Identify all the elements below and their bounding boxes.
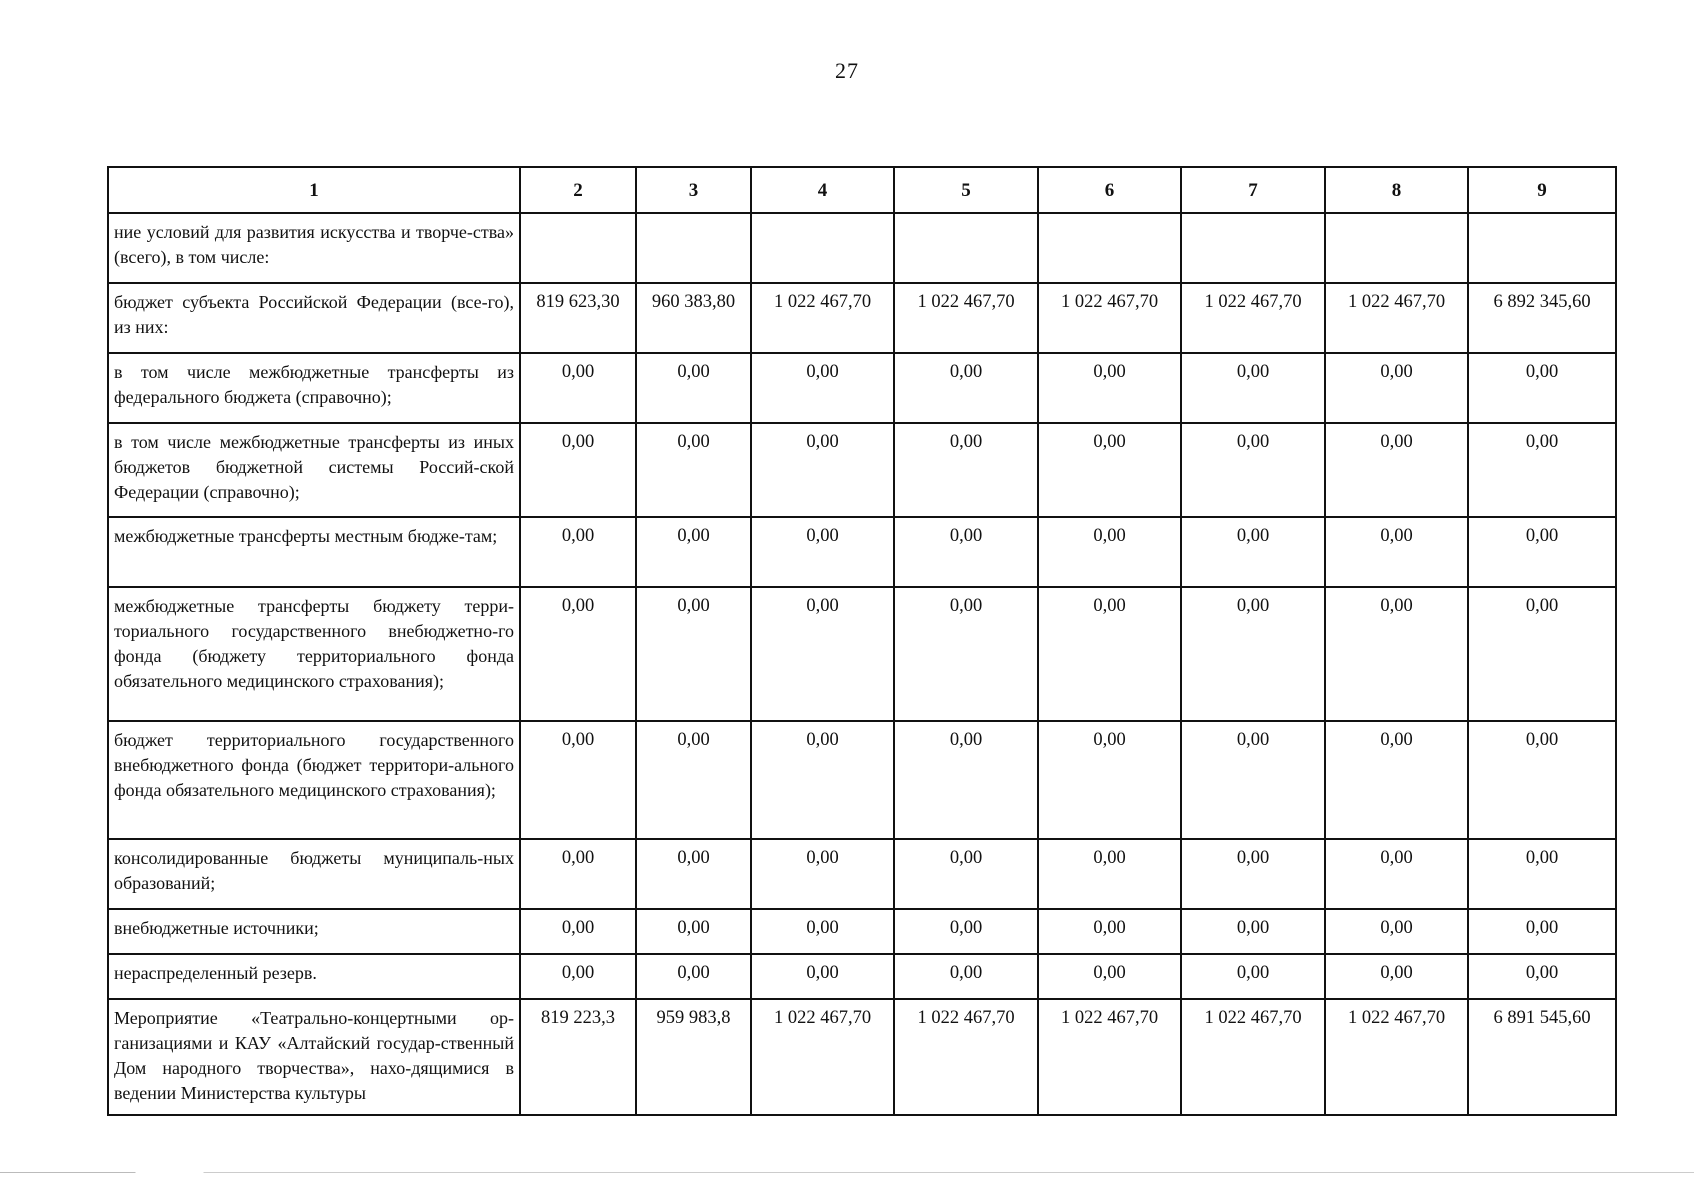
table-row (108, 909, 1616, 954)
row-label: бюджет субъекта Российской Федерации (все-го), из них: (108, 283, 520, 353)
row-value: 819 223,3 (520, 999, 636, 1115)
row-value: 959 983,8 (636, 999, 751, 1115)
row-value: 1 022 467,70 (894, 283, 1038, 353)
column-header-5: 5 (894, 167, 1038, 213)
row-value: 0,00 (751, 423, 894, 517)
row-value (1181, 213, 1325, 283)
row-label: межбюджетные трансферты бюджету терри-ториального государственного внебюджетно-го фонда (бюджету территориального фонда обязательного медицинского страхования); (108, 587, 520, 721)
row-label: межбюджетные трансферты местным бюдже-там; (108, 517, 520, 587)
row-value: 0,00 (1181, 353, 1325, 423)
scan-edge-line (0, 1172, 1694, 1173)
column-header-6: 6 (1038, 167, 1181, 213)
row-value: 0,00 (894, 721, 1038, 839)
row-value: 0,00 (1468, 353, 1616, 423)
row-value: 0,00 (1325, 839, 1468, 909)
row-value: 1 022 467,70 (1038, 283, 1181, 353)
row-value: 0,00 (520, 839, 636, 909)
table-row (108, 839, 1616, 909)
row-value: 6 891 545,60 (1468, 999, 1616, 1115)
row-value: 0,00 (1038, 517, 1181, 587)
row-value (1468, 213, 1616, 283)
row-label: консолидированные бюджеты муниципаль-ных образований; (108, 839, 520, 909)
row-value: 0,00 (1468, 423, 1616, 517)
row-value: 0,00 (1038, 909, 1181, 954)
row-value: 0,00 (1181, 721, 1325, 839)
row-value: 0,00 (1325, 721, 1468, 839)
row-label: ние условий для развития искусства и творче-ства» (всего), в том числе: (108, 213, 520, 283)
row-label: бюджет территориального государственного внебюджетного фонда (бюджет территори-ального фонда обязательного медицинского страхования); (108, 721, 520, 839)
row-value: 0,00 (1325, 517, 1468, 587)
row-value: 0,00 (1468, 909, 1616, 954)
row-value: 0,00 (1038, 353, 1181, 423)
row-label: внебюджетные источники; (108, 909, 520, 954)
row-value: 0,00 (751, 353, 894, 423)
table-row (108, 517, 1616, 587)
row-value: 0,00 (636, 721, 751, 839)
row-value: 0,00 (520, 721, 636, 839)
row-value (751, 213, 894, 283)
table-row (108, 999, 1616, 1115)
row-value: 0,00 (894, 839, 1038, 909)
row-value: 0,00 (751, 587, 894, 721)
row-value: 0,00 (1181, 587, 1325, 721)
row-value: 0,00 (1325, 909, 1468, 954)
row-value: 1 022 467,70 (751, 283, 894, 353)
row-value: 0,00 (636, 353, 751, 423)
table-row (108, 587, 1616, 721)
row-value (894, 213, 1038, 283)
column-header-2: 2 (520, 167, 636, 213)
row-value: 1 022 467,70 (1038, 999, 1181, 1115)
row-value: 0,00 (1468, 721, 1616, 839)
row-value: 0,00 (1181, 423, 1325, 517)
row-value: 0,00 (1325, 353, 1468, 423)
row-value: 0,00 (1325, 423, 1468, 517)
row-value: 0,00 (751, 909, 894, 954)
row-value: 0,00 (1468, 954, 1616, 999)
page-number: 27 (835, 58, 859, 83)
table-row (108, 423, 1616, 517)
row-value: 819 623,30 (520, 283, 636, 353)
row-label: в том числе межбюджетные трансферты из федерального бюджета (справочно); (108, 353, 520, 423)
row-value: 0,00 (1468, 587, 1616, 721)
row-value: 0,00 (636, 839, 751, 909)
row-value: 0,00 (1038, 839, 1181, 909)
column-header-7: 7 (1181, 167, 1325, 213)
row-value: 1 022 467,70 (1325, 999, 1468, 1115)
row-value: 0,00 (636, 954, 751, 999)
row-value: 1 022 467,70 (1181, 999, 1325, 1115)
row-value: 1 022 467,70 (894, 999, 1038, 1115)
row-value: 0,00 (1038, 954, 1181, 999)
table-row (108, 721, 1616, 839)
row-value: 6 892 345,60 (1468, 283, 1616, 353)
row-value: 0,00 (894, 587, 1038, 721)
row-value: 0,00 (520, 909, 636, 954)
row-value: 0,00 (894, 353, 1038, 423)
row-value: 1 022 467,70 (1181, 283, 1325, 353)
row-label: нераспределенный резерв. (108, 954, 520, 999)
row-value: 1 022 467,70 (751, 999, 894, 1115)
row-value: 0,00 (751, 839, 894, 909)
row-value: 0,00 (751, 721, 894, 839)
row-value: 0,00 (520, 423, 636, 517)
row-value: 0,00 (894, 909, 1038, 954)
row-value: 960 383,80 (636, 283, 751, 353)
row-value: 0,00 (636, 909, 751, 954)
row-value: 0,00 (636, 517, 751, 587)
table-row (108, 283, 1616, 353)
row-value: 0,00 (520, 353, 636, 423)
row-value: 0,00 (1181, 839, 1325, 909)
row-value: 0,00 (894, 423, 1038, 517)
row-value: 0,00 (894, 954, 1038, 999)
column-header-3: 3 (636, 167, 751, 213)
row-value: 0,00 (1325, 587, 1468, 721)
table-row (108, 353, 1616, 423)
row-value: 0,00 (751, 517, 894, 587)
row-value: 0,00 (520, 587, 636, 721)
row-value: 0,00 (1468, 517, 1616, 587)
row-value (1325, 213, 1468, 283)
row-value: 0,00 (1325, 954, 1468, 999)
row-value (1038, 213, 1181, 283)
row-value: 1 022 467,70 (1325, 283, 1468, 353)
row-label: в том числе межбюджетные трансферты из иных бюджетов бюджетной системы Россий-ской Федерации (справочно); (108, 423, 520, 517)
column-header-9: 9 (1468, 167, 1616, 213)
row-value: 0,00 (894, 517, 1038, 587)
row-value: 0,00 (520, 954, 636, 999)
row-value: 0,00 (1038, 423, 1181, 517)
row-value (636, 213, 751, 283)
row-value: 0,00 (751, 954, 894, 999)
table-row (108, 954, 1616, 999)
column-header-4: 4 (751, 167, 894, 213)
row-value: 0,00 (1468, 839, 1616, 909)
row-value: 0,00 (520, 517, 636, 587)
row-value: 0,00 (1181, 517, 1325, 587)
row-value: 0,00 (1181, 909, 1325, 954)
column-header-1: 1 (108, 167, 520, 213)
row-value: 0,00 (1038, 587, 1181, 721)
row-value: 0,00 (636, 587, 751, 721)
table-row (108, 213, 1616, 283)
row-value: 0,00 (636, 423, 751, 517)
row-value: 0,00 (1038, 721, 1181, 839)
budget-table (107, 166, 1617, 1116)
column-header-8: 8 (1325, 167, 1468, 213)
header-row (108, 167, 1616, 213)
row-value: 0,00 (1181, 954, 1325, 999)
row-label: Мероприятие «Театрально-концертными ор-ганизациями и КАУ «Алтайский государ-ственный Дом народного творчества», нахо-дящимися в ведении Министерства культуры (108, 999, 520, 1115)
row-value (520, 213, 636, 283)
